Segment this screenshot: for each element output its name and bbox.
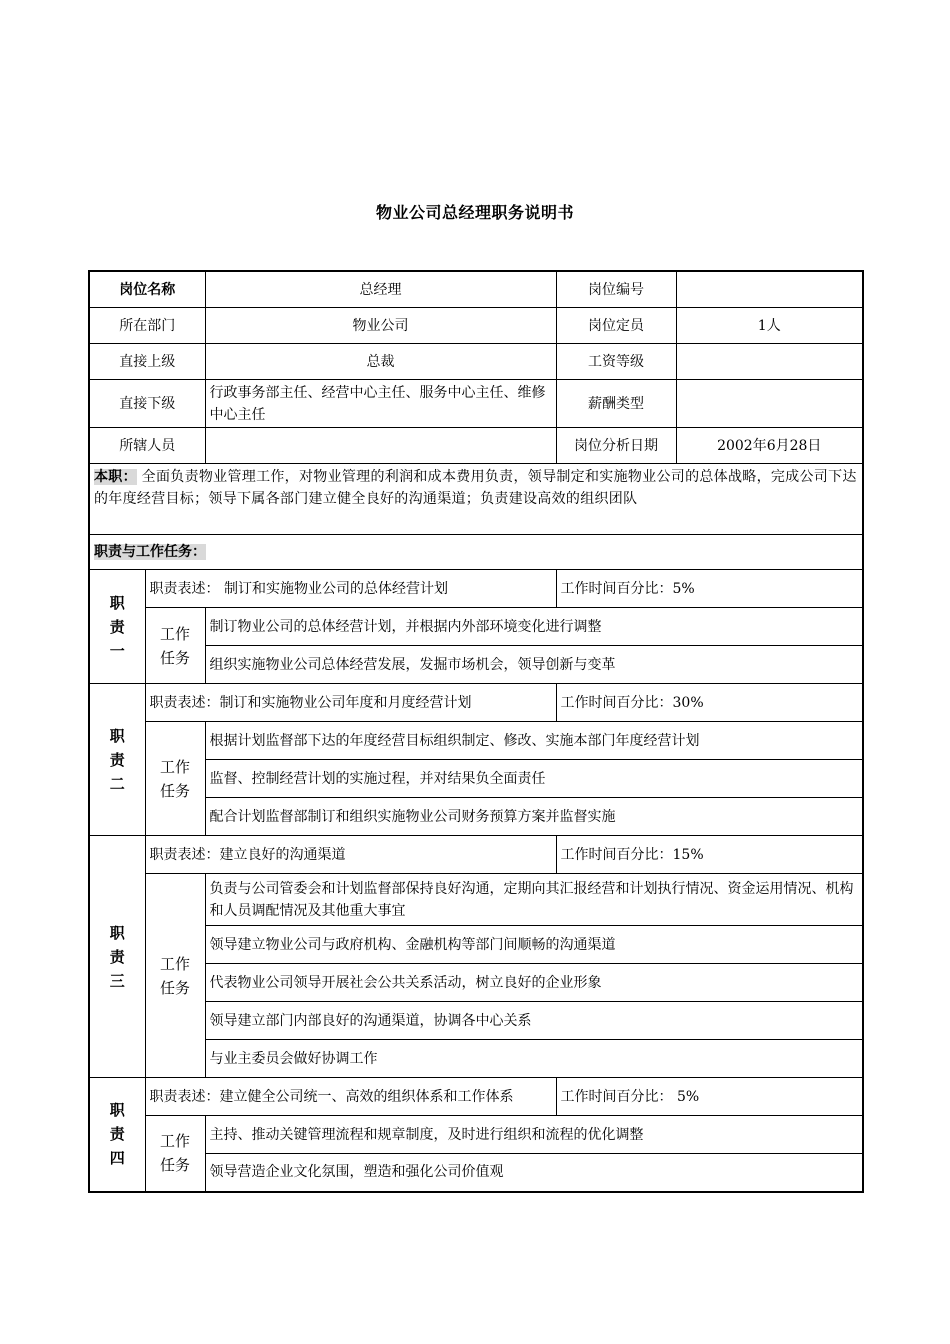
duty-4-statement: 职责表述：建立健全公司统一、高效的组织体系和工作体系 [145, 1078, 556, 1116]
duties-section-label: 职责与工作任务： [94, 544, 206, 560]
superior-label: 直接上级 [89, 344, 205, 380]
duty-3-task-3: 代表物业公司领导开展社会公共关系活动，树立良好的企业形象 [205, 964, 863, 1002]
duty-1-percent: 工作时间百分比：5% [556, 570, 863, 608]
task-label: 工作 任务 [145, 722, 205, 836]
task-row [89, 964, 863, 1002]
task-row [89, 1116, 863, 1154]
duty-2-percent: 工作时间百分比：30% [556, 684, 863, 722]
duty-4-task-1: 主持、推动关键管理流程和规章制度，及时进行组织和流程的优化调整 [205, 1116, 863, 1154]
duty-2-statement: 职责表述：制订和实施物业公司年度和月度经营计划 [145, 684, 556, 722]
dept-value: 物业公司 [205, 308, 556, 344]
duty-1-statement: 职责表述： 制订和实施物业公司的总体经营计划 [145, 570, 556, 608]
duty-3-task-5: 与业主委员会做好协调工作 [205, 1040, 863, 1078]
task-row [89, 1002, 863, 1040]
duty-4-label: 职 责 四 [89, 1078, 145, 1192]
duty-3-percent: 工作时间百分比：15% [556, 836, 863, 874]
task-row [89, 1040, 863, 1078]
position-no-label: 岗位编号 [556, 271, 676, 308]
task-label: 工作 任务 [145, 608, 205, 684]
row-summary [89, 464, 863, 535]
duty-3-statement: 职责表述：建立良好的沟通渠道 [145, 836, 556, 874]
task-label: 工作 任务 [145, 1116, 205, 1192]
task-row [89, 608, 863, 646]
row-subordinate [89, 380, 863, 428]
duties-section-cell [89, 535, 863, 570]
duty-1-label: 职 责 一 [89, 570, 145, 684]
wage-grade-label: 工资等级 [556, 344, 676, 380]
task-row [89, 1154, 863, 1192]
salary-type-value [676, 380, 863, 428]
duty-statement-row [89, 836, 863, 874]
summary-text: 全面负责物业管理工作，对物业管理的利润和成本费用负责，领导制定和实施物业公司的总体战略，完成公司下达的年度经营目标；领导下属各部门建立健全良好的沟通渠道；负责建设高效的组织团队 [94, 469, 857, 507]
duty-3-task-4: 领导建立部门内部良好的沟通渠道，协调各中心关系 [205, 1002, 863, 1040]
position-name-value: 总经理 [205, 271, 556, 308]
duty-4-task-2: 领导营造企业文化氛围，塑造和强化公司价值观 [205, 1154, 863, 1192]
task-row [89, 760, 863, 798]
superior-value: 总裁 [205, 344, 556, 380]
task-row [89, 926, 863, 964]
duty-2-task-3: 配合计划监督部制订和组织实施物业公司财务预算方案并监督实施 [205, 798, 863, 836]
row-duties-header [89, 535, 863, 570]
subordinate-label: 直接下级 [89, 380, 205, 428]
salary-type-label: 薪酬类型 [556, 380, 676, 428]
duty-1-task-1: 制订物业公司的总体经营计划，并根据内外部环境变化进行调整 [205, 608, 863, 646]
summary-label: 本职： [94, 469, 137, 485]
duty-2-label: 职 责 二 [89, 684, 145, 836]
headcount-label: 岗位定员 [556, 308, 676, 344]
position-no-value [676, 271, 863, 308]
analysis-date-label: 岗位分析日期 [556, 428, 676, 464]
duty-4-percent: 工作时间百分比： 5% [556, 1078, 863, 1116]
subordinate-value: 行政事务部主任、经营中心主任、服务中心主任、维修中心主任 [205, 380, 556, 428]
analysis-date-value: 2002年6月28日 [676, 428, 863, 464]
dept-label: 所在部门 [89, 308, 205, 344]
summary-cell [89, 464, 863, 535]
wage-grade-value [676, 344, 863, 380]
row-superior [89, 344, 863, 380]
task-row [89, 646, 863, 684]
document-title: 物业公司总经理职务说明书 [375, 203, 574, 222]
duty-1-task-2: 组织实施物业公司总体经营发展，发掘市场机会，领导创新与变革 [205, 646, 863, 684]
duty-statement-row [89, 570, 863, 608]
duty-3-task-2: 领导建立物业公司与政府机构、金融机构等部门间顺畅的沟通渠道 [205, 926, 863, 964]
task-row [89, 722, 863, 760]
duty-2-task-1: 根据计划监督部下达的年度经营目标组织制定、修改、实施本部门年度经营计划 [205, 722, 863, 760]
task-label: 工作 任务 [145, 874, 205, 1078]
duty-3-label: 职 责 三 [89, 836, 145, 1078]
duty-statement-row [89, 684, 863, 722]
duty-2-task-2: 监督、控制经营计划的实施过程，并对结果负全面责任 [205, 760, 863, 798]
job-description-table [88, 270, 864, 1193]
row-staff [89, 428, 863, 464]
task-row [89, 874, 863, 926]
staff-value [205, 428, 556, 464]
row-dept [89, 308, 863, 344]
headcount-value: 1人 [676, 308, 863, 344]
duty-3-task-1: 负责与公司管委会和计划监督部保持良好沟通，定期向其汇报经营和计划执行情况、资金运用情况、机构和人员调配情况及其他重大事宜 [205, 874, 863, 926]
row-position-name [89, 271, 863, 308]
staff-label: 所辖人员 [89, 428, 205, 464]
position-name-label: 岗位名称 [89, 271, 205, 308]
task-row [89, 798, 863, 836]
duty-statement-row [89, 1078, 863, 1116]
